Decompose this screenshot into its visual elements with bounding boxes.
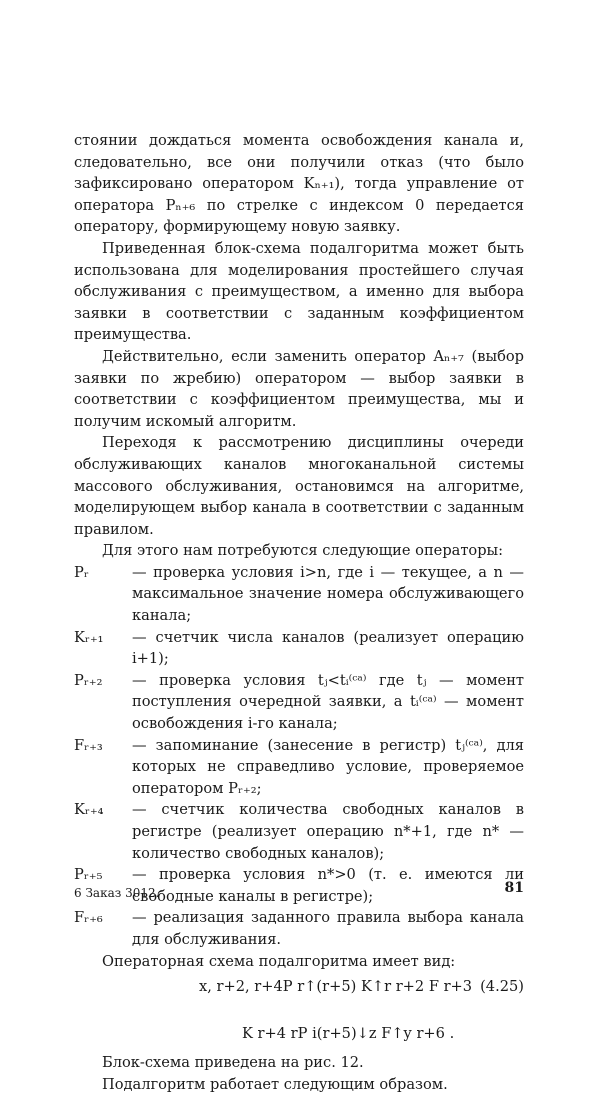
operator-symbol: Pᵣ₊₂ [74, 671, 103, 689]
paragraph-5: Для этого нам потребуются следующие операторы: [102, 542, 504, 560]
operator-symbol: Fᵣ₊₆ [74, 909, 103, 927]
operator-description: — счетчик числа каналов (реализует операцию i+1); [132, 628, 524, 668]
operator-symbol: Pᵣ [74, 563, 89, 581]
operator-symbol: Kᵣ₊₄ [74, 801, 104, 819]
operator-description: — проверка условия i>n, где i — текущее, а n — максимальное значение номера обслуживающего канала; [132, 563, 524, 625]
paragraph-4: Переходя к рассмотрению дисциплины очереди обслуживающих каналов многоканальной системы массового обслуживания, остановимся на алгоритме, моделирующем выбор канала в соответствии с заданным правилом. [74, 434, 524, 538]
operator-item [74, 627, 524, 670]
page-body [74, 130, 524, 1095]
operator-description: — запоминание (занесение в регистр) tⱼ⁽ᶜᵃ⁾, для которых не справедливо условие, проверяемое оператором Pᵣ₊₂; [132, 736, 524, 797]
operator-item [74, 735, 524, 800]
formula-4-25 [74, 972, 524, 1022]
page-footer [74, 880, 524, 904]
printer-signature: 6 Заказ 3012. [74, 886, 160, 900]
operator-item [74, 799, 524, 864]
equation-number: (4.25) [480, 978, 524, 996]
scheme-intro: Операторная схема подалгоритма имеет вид: [102, 952, 456, 970]
operator-item [74, 562, 524, 627]
formula-line-2: K r+4 rP i(r+5)↓z F↑y r+6 . [242, 1025, 455, 1043]
operator-item [74, 907, 524, 950]
paragraph-3: Действительно, если заменить оператор Aₙ₊₇ (выбор заявки по жребию) оператором — выбор заявки в соответствии с коэффициентом преимущества, мы и получим искомый алгоритм. [74, 347, 524, 430]
operator-symbol: Pᵣ₊₅ [74, 866, 103, 884]
operator-item [74, 670, 524, 735]
closing-line-2: Подалгоритм работает следующим образом. [102, 1075, 448, 1093]
operator-description: — счетчик количества свободных каналов в регистре (реализует операцию n*+1, где n* — количество свободных каналов); [132, 801, 524, 862]
operator-symbol: Kᵣ₊₁ [74, 628, 104, 646]
operator-description: — проверка условия n*>0 (т. е. имеются ли свободные каналы в регистре); [132, 866, 524, 905]
paragraph-2: Приведенная блок-схема подалгоритма может быть использована для моделирования простейшего случая обслуживания с преимуществом, а именно для выбора заявки в соответствии с заданным коэффициентом преимущества. [74, 239, 524, 344]
page-number: 81 [504, 880, 524, 896]
operator-description: — реализация заданного правила выбора канала для обслуживания. [132, 909, 524, 948]
operator-description: — проверка условия tⱼ<tᵢ⁽ᶜᵃ⁾ где tⱼ — момент поступления очередной заявки, а tᵢ⁽ᶜᵃ⁾ — момент освобождения i-го канала; [132, 671, 524, 733]
paragraph-1: стоянии дождаться момента освобождения канала и, следовательно, все они получили отказ (что было зафиксировано оператором Kₙ₊₁), тогда управление от оператора Pₙ₊₆ по стрелке с индексом 0 передается оператору, формирующему новую заявку. [74, 132, 524, 236]
formula-line-1: x, r+2, r+4P r↑(r+5) K↑r r+2 F r+3 [199, 978, 473, 996]
closing-line-1: Блок-схема приведена на рис. 12. [102, 1054, 364, 1072]
operator-symbol: Fᵣ₊₃ [74, 736, 103, 754]
